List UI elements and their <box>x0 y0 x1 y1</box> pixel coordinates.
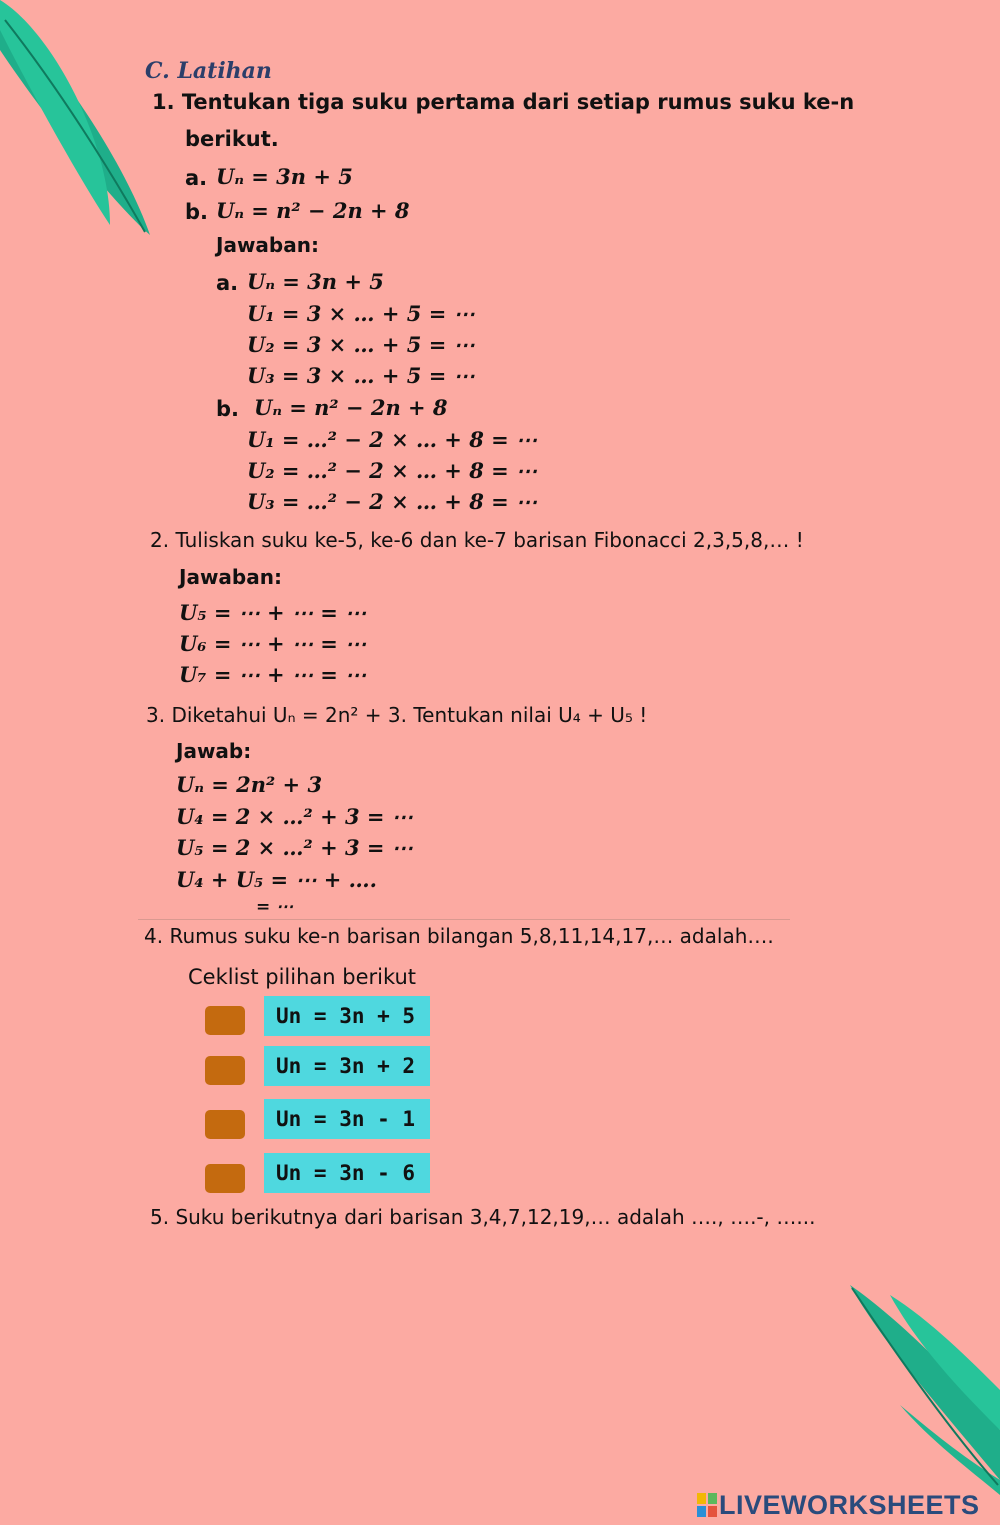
option-checkbox[interactable] <box>205 1110 245 1139</box>
q1-formula-b: Uₙ = n² − 2n + 8 <box>216 198 410 223</box>
q1-item-b-label: b. <box>185 200 209 224</box>
q1-answer-b-line: U₃ = …² − 2 × … + 8 = ⋯ <box>247 489 538 514</box>
q1-answer-b-line: U₁ = …² − 2 × … + 8 = ⋯ <box>247 427 538 452</box>
question-3-text: 3. Diketahui Uₙ = 2n² + 3. Tentukan nilai U₄ + U₅ ! <box>146 703 648 727</box>
section-title: C. Latihan <box>145 58 272 84</box>
option-label[interactable]: Un = 3n - 1 <box>264 1099 430 1139</box>
option-checkbox[interactable] <box>205 1164 245 1193</box>
q2-answer-line: U₆ = ⋯ + ⋯ = ⋯ <box>179 631 367 656</box>
q1-answer-b-label: b. <box>216 397 240 421</box>
logo-icon <box>697 1493 717 1517</box>
q1-formula-a: Uₙ = 3n + 5 <box>216 164 353 189</box>
q1-answer-heading: Jawaban: <box>216 233 319 257</box>
q4-instruction: Ceklist pilihan berikut <box>188 965 417 989</box>
option-checkbox[interactable] <box>205 1056 245 1085</box>
q3-answer-line: U₅ = 2 × …² + 3 = ⋯ <box>176 835 413 860</box>
question-5-text: 5. Suku berikutnya dari barisan 3,4,7,12,19,… adalah …., ….-, …... <box>150 1205 816 1229</box>
q3-answer-heading: Jawab: <box>176 739 252 763</box>
q1-answer-a-line: U₃ = 3 × … + 5 = ⋯ <box>247 363 475 388</box>
liveworksheets-logo <box>697 1490 980 1521</box>
option-label[interactable]: Un = 3n + 5 <box>264 996 430 1036</box>
logo-text: LIVEWORKSHEETS <box>719 1490 980 1520</box>
option-checkbox[interactable] <box>205 1006 245 1035</box>
question-1-text: 1. Tentukan tiga suku pertama dari setiap rumus suku ke-n <box>152 90 855 114</box>
q1-answer-a-line: U₁ = 3 × … + 5 = ⋯ <box>247 301 475 326</box>
q1-answer-a-formula: Uₙ = 3n + 5 <box>247 269 384 294</box>
q1-item-a-label: a. <box>185 166 208 190</box>
q3-answer-line: Uₙ = 2n² + 3 <box>176 772 323 797</box>
leaf-decoration-bottom-right <box>840 1280 1000 1500</box>
q2-answer-line: U₅ = ⋯ + ⋯ = ⋯ <box>179 600 367 625</box>
divider <box>138 919 790 920</box>
q3-answer-line: = ⋯ <box>256 897 294 917</box>
q1-answer-a-label: a. <box>216 271 239 295</box>
leaf-decoration-top-left <box>0 0 170 250</box>
option-label[interactable]: Un = 3n + 2 <box>264 1046 430 1086</box>
question-1-text-cont: berikut. <box>185 127 279 151</box>
q2-answer-heading: Jawaban: <box>179 565 282 589</box>
q3-answer-line: U₄ + U₅ = ⋯ + …. <box>176 867 377 892</box>
q3-answer-line: U₄ = 2 × …² + 3 = ⋯ <box>176 804 413 829</box>
question-2-text: 2. Tuliskan suku ke-5, ke-6 dan ke-7 barisan Fibonacci 2,3,5,8,… ! <box>150 528 804 552</box>
q1-answer-b-formula: Uₙ = n² − 2n + 8 <box>254 395 448 420</box>
q1-answer-b-line: U₂ = …² − 2 × … + 8 = ⋯ <box>247 458 538 483</box>
q2-answer-line: U₇ = ⋯ + ⋯ = ⋯ <box>179 662 367 687</box>
q1-answer-a-line: U₂ = 3 × … + 5 = ⋯ <box>247 332 475 357</box>
option-label[interactable]: Un = 3n - 6 <box>264 1153 430 1193</box>
question-4-text: 4. Rumus suku ke-n barisan bilangan 5,8,11,14,17,… adalah…. <box>144 924 774 948</box>
